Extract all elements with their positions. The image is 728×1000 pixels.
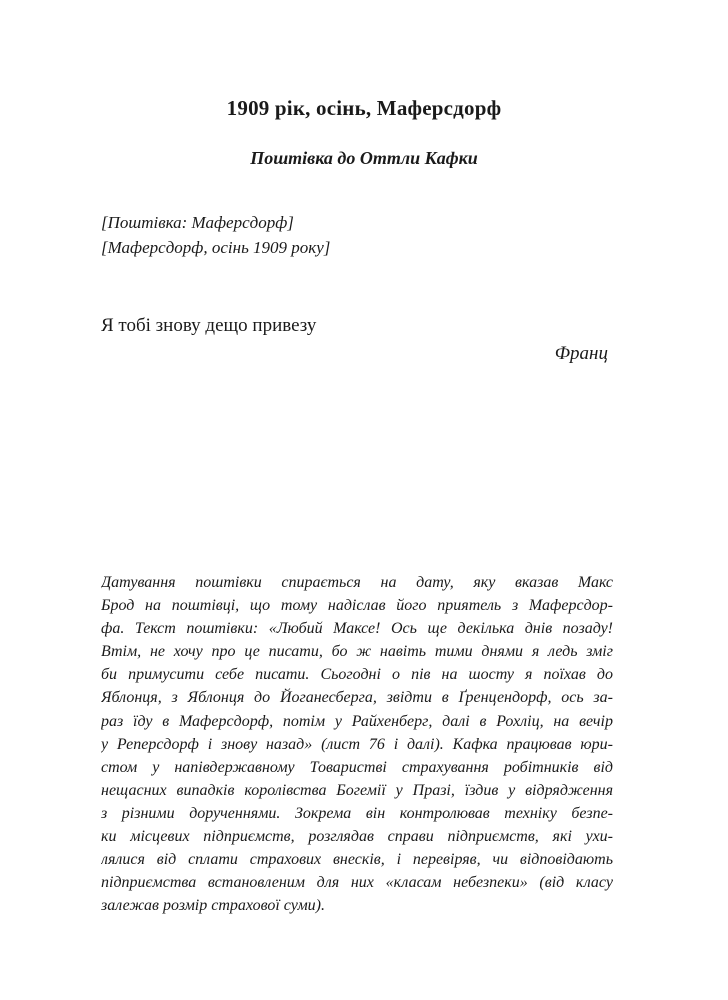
- commentary-line: з різними дорученнями. Зокрема він контролював техніку безпе-: [101, 804, 613, 822]
- letter-signature: Франц: [554, 343, 608, 364]
- commentary-line: нещасних випадків королівства Богемії у Празі, їздив у відрядження: [101, 781, 613, 799]
- commentary-line: раз їду в Маферсдорф, потім у Райхенберг, далі в Рохліц, на вечір: [101, 712, 613, 730]
- commentary-line: залежав розмір страхової суми).: [101, 897, 325, 915]
- page-subtitle: Поштівка до Оттли Кафки: [250, 148, 478, 168]
- commentary-line: у Реперсдорф і знову назад» (лист 76 і далі). Кафка працював юри-: [101, 735, 613, 753]
- commentary-line: лялися від сплати страхових внесків, і перевіряв, чи відповідають: [101, 851, 613, 869]
- commentary-line: Брод на поштівці, що тому надіслав його приятель з Маферсдор-: [101, 597, 613, 615]
- commentary-line: фа. Текст поштівки: «Любий Максе! Ось ще декілька днів позаду!: [101, 620, 613, 638]
- letter-text: Я тобі знову дещо привезу: [101, 315, 317, 336]
- commentary-line: би примусити себе писати. Сьогодні о пів на шосту я поїхав до: [101, 666, 613, 684]
- commentary-paragraph: [101, 571, 613, 917]
- postcard-meta: [101, 210, 330, 260]
- commentary-line: Датування поштівки спирається на дату, яку вказав Макс: [101, 574, 613, 591]
- commentary-line: Втім, не хочу про це писати, бо ж навіть тими днями я ледь зміг: [101, 643, 613, 661]
- commentary-line: підприємства встановленим для них «класам небезпеки» (від класу: [101, 874, 613, 892]
- meta-line-2: [Маферсдорф, осінь 1909 року]: [101, 238, 331, 257]
- commentary-line: стом у напівдержавному Товаристві страхування робітників від: [101, 758, 613, 776]
- commentary-line: ки місцевих підприємств, розглядав справи підприємств, які ухи-: [101, 828, 613, 846]
- meta-line-1: [Поштівка: Маферсдорф]: [101, 213, 294, 232]
- page-title: 1909 рік, осінь, Маферсдорф: [226, 96, 502, 120]
- commentary-line: Яблонця, з Яблонця до Йоганесберга, звідти в Ґренцендорф, ось за-: [101, 689, 613, 707]
